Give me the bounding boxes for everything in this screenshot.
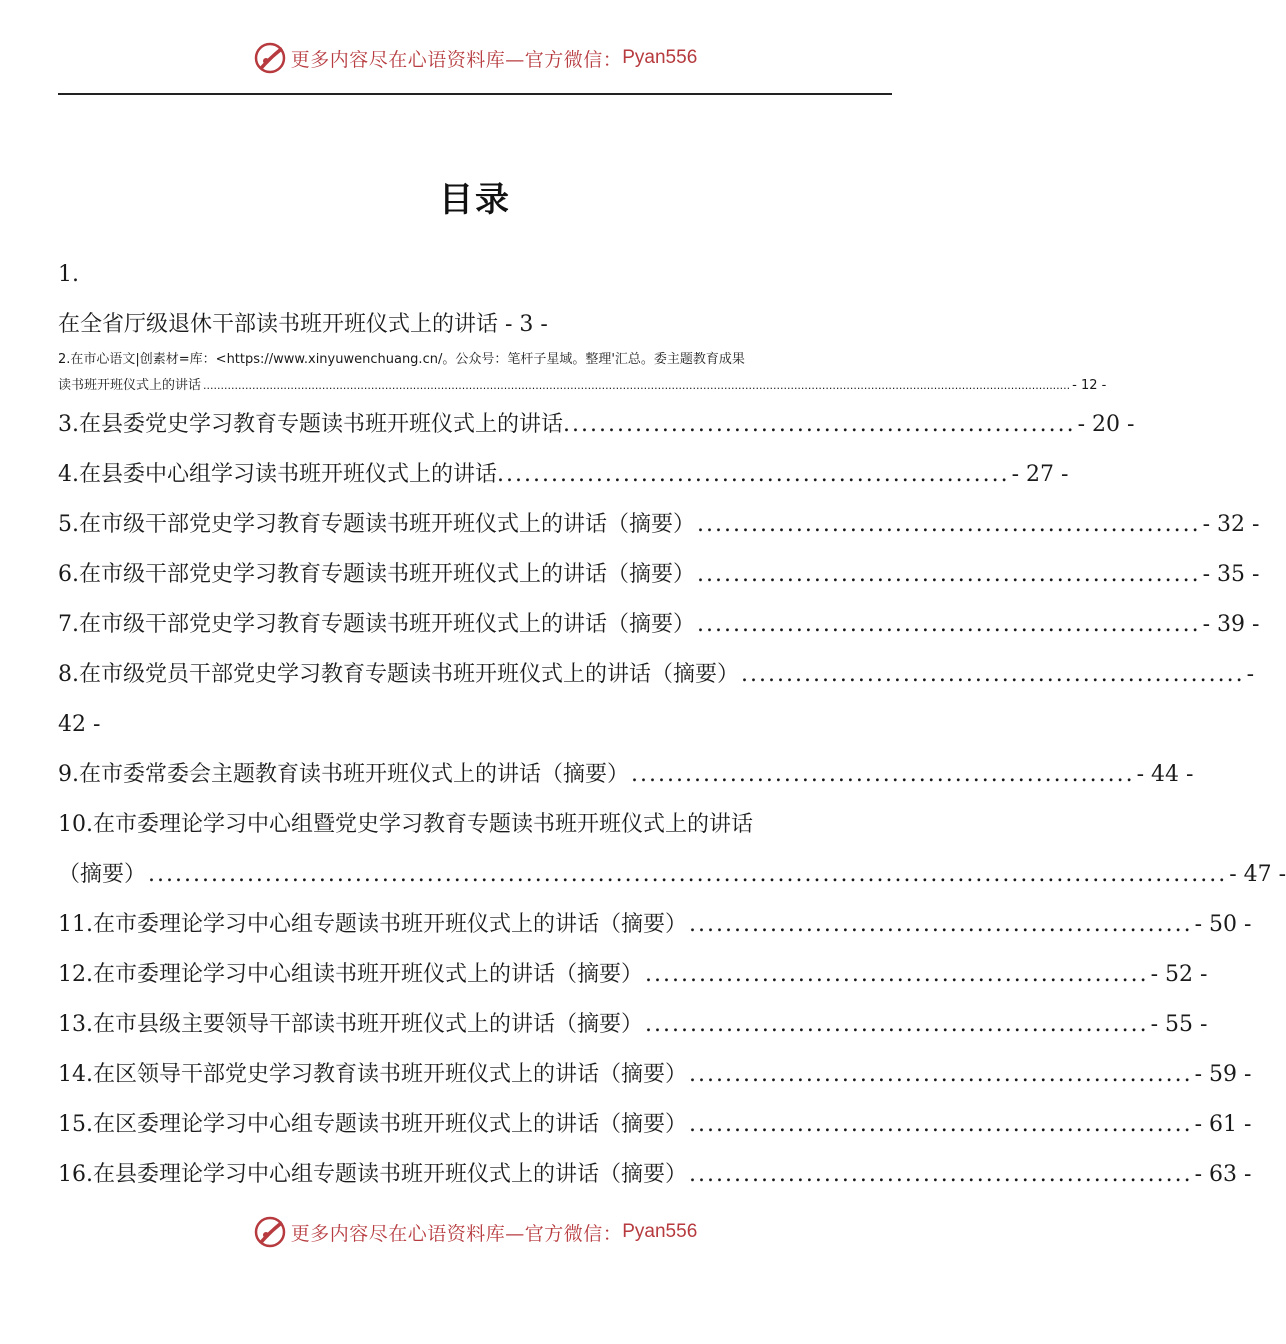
toc-entry-text: 在全省厅级退休干部读书班开班仪式上的讲话 [58,312,499,337]
toc-entry-8[interactable] [58,658,1255,692]
toc-entry-11[interactable] [58,908,1252,942]
toc-dot-leader: ........................................................................................................................ [148,862,1228,887]
toc-entry-text: 10.在市委理论学习中心组暨党史学习教育专题读书班开班仪式上的讲话 [58,812,753,837]
toc-entry-5[interactable] [58,508,1260,542]
toc-dot-leader: ........................................................ [697,612,1201,637]
toc-entry-page: - 32 - [1202,512,1260,537]
header-banner-wechat: Pyan556 [622,47,698,68]
toc-entry-12[interactable] [58,958,1208,992]
toc-dot-leader: ........................................................ [572,412,1076,437]
toc-entry-text: 读书班开班仪式上的讲话 [58,378,202,393]
toc-entry-9[interactable] [58,758,1194,792]
toc-entry-text: 8.在市级党员干部党史学习教育专题读书班开班仪式上的讲话（摘要） [58,662,739,687]
footer-banner-text: 更多内容尽在心语资料库—官方微信： [290,1222,623,1245]
toc-entry-16[interactable] [58,1158,1252,1192]
toc-entry-2-line-1[interactable] [58,350,892,370]
toc-dot-leader: ........................................................ [689,1162,1193,1187]
toc-entry-14[interactable] [58,1058,1252,1092]
toc-entry-page: - 52 - [1150,962,1208,987]
brush-logo-icon [253,1215,287,1249]
toc-entry-8-continued[interactable] [58,708,892,742]
header-divider [58,93,892,95]
toc-entry-13[interactable] [58,1008,1208,1042]
toc-dot-leader: ........................................................ [645,962,1149,987]
toc-entry-text: 7.在市级干部党史学习教育专题读书班开班仪式上的讲话（摘要） [58,612,695,637]
toc-dot-leader: ........................................................ [631,762,1135,787]
footer-banner [0,1212,950,1252]
toc-entry-page: - 27 - [1011,462,1069,487]
toc-entry-7[interactable] [58,608,1260,642]
footer-banner-inner [253,1215,698,1249]
toc-dot-leader: ........................................................ [741,662,1245,687]
brush-logo-icon [253,41,287,75]
toc-entry-page: - 50 - [1194,912,1252,937]
toc-entry-10-continued[interactable] [58,858,1286,892]
toc-entry-page: - 12 - [1072,378,1107,393]
toc-entry-4[interactable] [58,458,1069,492]
header-banner-text: 更多内容尽在心语资料库—官方微信： [290,48,623,71]
toc-entry-text: 42 - [58,712,101,737]
toc-dot-leader: ........................................................ [689,1112,1193,1137]
toc-entry-text: 16.在县委理论学习中心组专题读书班开班仪式上的讲话（摘要） [58,1162,687,1187]
toc-entry-page: - 20 - [1077,412,1135,437]
toc-dot-leader: ........................................................ [689,912,1193,937]
toc-entry-text: 13.在市县级主要领导干部读书班开班仪式上的讲话（摘要） [58,1012,643,1037]
toc-entry-text: （摘要） [58,862,147,887]
toc-entry-page: - 44 - [1136,762,1194,787]
toc-entry-3[interactable] [58,408,1135,442]
toc-entry-text: 6.在市级干部党史学习教育专题读书班开班仪式上的讲话（摘要） [58,562,695,587]
toc-dot-leader: ........................................................ [645,1012,1149,1037]
toc-entry-text: 4.在县委中心组学习读书班开班仪式上的讲话. [58,462,504,487]
footer-banner-wechat: Pyan556 [622,1221,698,1242]
toc-entry-page: - [1246,662,1255,687]
toc-dot-leader: ........................................................ [506,462,1010,487]
header-banner [0,38,950,78]
toc-entry-page: - 47 - [1229,862,1286,887]
header-banner-inner [253,41,698,75]
toc-entry-text: 11.在市委理论学习中心组专题读书班开班仪式上的讲话（摘要） [58,912,687,937]
toc-entry-text: 1. [58,262,79,287]
toc-entry-page: - 35 - [1202,562,1260,587]
toc-dot-leader: ........................................................ [697,562,1201,587]
toc-entry-page: - 39 - [1202,612,1260,637]
toc-entry-page: - 63 - [1194,1162,1252,1187]
toc-entry-15[interactable] [58,1108,1252,1142]
toc-entry-6[interactable] [58,558,1260,592]
toc-entry-text: 9.在市委常委会主题教育读书班开班仪式上的讲话（摘要） [58,762,629,787]
toc-entry-1-number[interactable] [58,258,892,292]
toc-entry-text: 12.在市委理论学习中心组读书班开班仪式上的讲话（摘要） [58,962,643,987]
toc-entry-text: 14.在区领导干部党史学习教育读书班开班仪式上的讲话（摘要） [58,1062,687,1087]
toc-dot-leader: ........................................................................................................................................................................................................................................................ [203,379,1071,392]
toc-entry-2-line-2[interactable] [58,376,1107,396]
toc-entry-page: - 3 - [498,312,548,337]
toc-entry-10[interactable] [58,808,892,842]
toc-entry-1[interactable] [58,308,892,342]
toc-entry-text: 3.在县委党史学习教育专题读书班开班仪式上的讲话. [58,412,570,437]
toc-entry-text: 2.在市心语文|创素材=库：<https://www.xinyuwenchuang.cn/。公众号：笔杆子星域。整理'汇总。委主题教育成果 [58,352,745,367]
toc-entry-page: - 55 - [1150,1012,1208,1037]
toc-entry-text: 15.在区委理论学习中心组专题读书班开班仪式上的讲话（摘要） [58,1112,687,1137]
toc-dot-leader: ........................................................ [697,512,1201,537]
toc-dot-leader: ........................................................ [689,1062,1193,1087]
toc-entry-text: 5.在市级干部党史学习教育专题读书班开班仪式上的讲话（摘要） [58,512,695,537]
page-title: 目录 [439,180,511,220]
toc-entry-page: - 61 - [1194,1112,1252,1137]
toc-entry-page: - 59 - [1194,1062,1252,1087]
